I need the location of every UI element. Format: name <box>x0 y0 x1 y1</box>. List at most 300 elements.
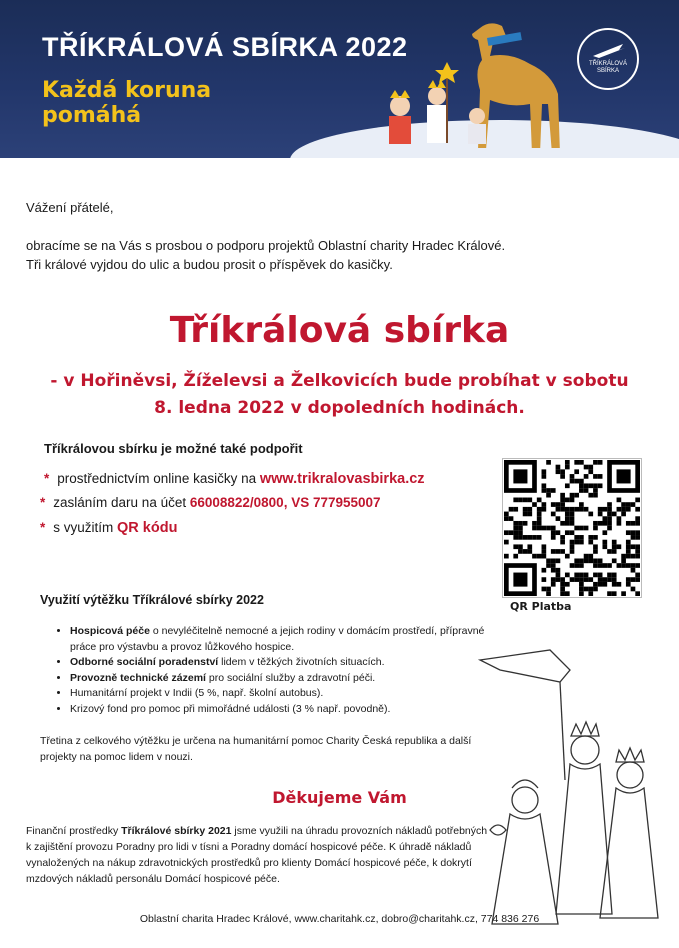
qr-module <box>588 540 593 545</box>
qr-module <box>565 483 570 488</box>
qr-module <box>556 469 561 474</box>
qr-module <box>513 507 518 512</box>
qr-module <box>635 521 640 526</box>
qr-module <box>635 591 640 596</box>
qr-module <box>565 573 570 578</box>
qr-module <box>542 507 547 512</box>
qr-module <box>570 530 575 535</box>
qr-module <box>598 460 603 465</box>
qr-module <box>635 563 640 568</box>
qr-module <box>579 591 584 596</box>
qr-module <box>560 577 565 582</box>
qr-module <box>551 549 556 554</box>
qr-module <box>621 591 626 596</box>
banner-slogan: Každá koruna pomáhá <box>42 78 212 128</box>
qr-module <box>612 573 617 578</box>
qr-module <box>542 577 547 582</box>
three-kings-line-art <box>470 640 670 940</box>
qr-module <box>584 573 589 578</box>
qr-module <box>617 516 622 521</box>
qr-module <box>565 465 570 470</box>
qr-module <box>532 535 537 540</box>
qr-module <box>588 465 593 470</box>
qr-module <box>579 573 584 578</box>
qr-module <box>612 591 617 596</box>
qr-module <box>513 530 518 535</box>
qr-module <box>556 530 561 535</box>
list-item-text: pro sociální služby a zdravotní péči. <box>205 671 376 684</box>
qr-module <box>560 582 565 587</box>
qr-module <box>523 512 528 517</box>
qr-module <box>560 469 565 474</box>
qr-module <box>584 558 589 563</box>
qr-module <box>518 549 523 554</box>
qr-module <box>542 488 547 493</box>
qr-module <box>551 512 556 517</box>
qr-module <box>626 507 631 512</box>
qr-module <box>570 479 575 484</box>
qr-module <box>593 493 598 498</box>
qr-module <box>556 502 561 507</box>
qr-module <box>579 502 584 507</box>
qr-module <box>546 526 551 531</box>
charity-logo <box>577 28 639 90</box>
list-item <box>70 655 510 671</box>
qr-module <box>570 498 575 503</box>
usage-heading: Využití výtěžku Tříkrálové sbírky 2022 <box>40 593 264 607</box>
qr-module <box>593 587 598 592</box>
qr-module <box>579 577 584 582</box>
qr-module <box>551 582 556 587</box>
qr-module <box>593 460 598 465</box>
qr-module <box>560 535 565 540</box>
greeting: Vážení přátelé, <box>26 200 114 215</box>
qr-module <box>602 582 607 587</box>
qr-module <box>631 502 636 507</box>
qr-module <box>565 507 570 512</box>
qr-module <box>602 507 607 512</box>
qr-label: QR Platba <box>510 600 572 613</box>
qr-module <box>598 582 603 587</box>
qr-module <box>598 573 603 578</box>
qr-module <box>518 526 523 531</box>
qr-module <box>626 544 631 549</box>
qr-module <box>574 573 579 578</box>
qr-module <box>579 526 584 531</box>
qr-module <box>579 558 584 563</box>
qr-module <box>579 507 584 512</box>
qr-module <box>626 554 631 559</box>
qr-module <box>556 549 561 554</box>
qr-module <box>556 516 561 521</box>
qr-module <box>570 563 575 568</box>
qr-module <box>626 521 631 526</box>
list-item-text: lidem v těžkých životních situacích. <box>218 656 385 668</box>
qr-module <box>504 530 509 535</box>
qr-module <box>574 558 579 563</box>
qr-module <box>579 587 584 592</box>
qr-module <box>631 577 636 582</box>
qr-module <box>607 563 612 568</box>
qr-module <box>579 488 584 493</box>
qr-module <box>598 521 603 526</box>
qr-module <box>513 498 518 503</box>
usage-list <box>56 624 510 717</box>
qr-module <box>513 521 518 526</box>
qr-module <box>602 563 607 568</box>
qr-module <box>546 591 551 596</box>
qr-module <box>635 516 640 521</box>
qr-module <box>570 544 575 549</box>
qr-module <box>588 577 593 582</box>
qr-module <box>565 530 570 535</box>
qr-module <box>570 474 575 479</box>
qr-module <box>570 512 575 517</box>
qr-module <box>607 512 612 517</box>
qr-module <box>579 582 584 587</box>
asterisk-icon: * <box>44 471 50 486</box>
qr-module <box>556 573 561 578</box>
qr-module <box>588 587 593 592</box>
qr-module <box>537 507 542 512</box>
qr-module <box>560 540 565 545</box>
qr-module <box>626 582 631 587</box>
qr-module <box>584 474 589 479</box>
qr-module <box>532 502 537 507</box>
qr-module <box>617 544 622 549</box>
qr-module <box>612 577 617 582</box>
qr-module <box>584 488 589 493</box>
qr-module <box>523 521 528 526</box>
qr-module <box>556 465 561 470</box>
qr-module <box>631 554 636 559</box>
qr-module <box>527 544 532 549</box>
qr-module <box>551 502 556 507</box>
qr-module <box>574 526 579 531</box>
qr-module <box>546 460 551 465</box>
qr-module <box>574 479 579 484</box>
qr-module <box>598 507 603 512</box>
qr-module <box>513 573 527 587</box>
qr-module <box>631 587 636 592</box>
qr-module <box>537 516 542 521</box>
qr-module <box>504 540 509 545</box>
qr-module <box>579 535 584 540</box>
qr-module <box>565 460 570 465</box>
qr-module <box>593 544 598 549</box>
qr-module <box>631 544 636 549</box>
qr-module <box>612 558 617 563</box>
bank-account: 66008822/0800, VS 777955007 <box>189 495 381 510</box>
qr-module <box>602 577 607 582</box>
qr-module <box>588 512 593 517</box>
qr-module <box>635 530 640 535</box>
qr-module <box>598 483 603 488</box>
page-title: Tříkrálová sbírka <box>169 310 510 351</box>
qr-module <box>617 521 622 526</box>
support-item-account <box>40 494 381 512</box>
qr-module <box>565 498 570 503</box>
qr-module <box>551 568 556 573</box>
qr-module <box>626 563 631 568</box>
qr-module <box>542 526 547 531</box>
support-item-text: zasláním daru na účet <box>53 495 190 510</box>
qr-module <box>546 587 551 592</box>
list-item-text: Krizový fond pro pomoc při mimořádné události (3 % např. povodně). <box>70 702 391 715</box>
qr-module <box>584 554 589 559</box>
qr-module <box>579 483 584 488</box>
qr-module <box>588 469 593 474</box>
funds-paragraph <box>26 823 488 887</box>
qr-module <box>574 469 579 474</box>
qr-module <box>532 526 537 531</box>
qr-module <box>635 498 640 503</box>
funds-text: Finanční prostředky <box>26 825 122 837</box>
qr-module <box>542 587 547 592</box>
qr-module <box>588 558 593 563</box>
qr-module <box>593 474 598 479</box>
qr-module <box>617 469 631 483</box>
qr-module <box>518 530 523 535</box>
qr-module <box>579 540 584 545</box>
qr-module <box>584 587 589 592</box>
qr-module <box>546 558 551 563</box>
qr-module <box>546 563 551 568</box>
qr-module <box>542 469 547 474</box>
qr-module <box>602 530 607 535</box>
qr-module <box>527 549 532 554</box>
qr-module <box>593 582 598 587</box>
qr-module <box>593 526 598 531</box>
qr-module <box>542 502 547 507</box>
qr-module <box>551 535 556 540</box>
qr-module <box>551 488 556 493</box>
qr-module <box>602 540 607 545</box>
qr-module <box>598 474 603 479</box>
list-item-text: Humanitární projekt v Indii (5 %, např. školní autobus). <box>70 687 324 699</box>
qr-module <box>602 516 607 521</box>
qr-module <box>565 582 570 587</box>
asterisk-icon: * <box>40 520 46 535</box>
qr-module <box>570 507 575 512</box>
qr-module <box>504 516 509 521</box>
qr-module <box>551 530 556 535</box>
qr-module <box>593 535 598 540</box>
qr-module <box>513 554 518 559</box>
qr-module <box>626 530 631 535</box>
qr-module <box>574 577 579 582</box>
qr-module <box>560 587 565 592</box>
asterisk-icon: * <box>40 495 46 510</box>
thanks-heading: Děkujeme Vám <box>272 788 407 807</box>
qr-module <box>626 502 631 507</box>
qr-module <box>574 540 579 545</box>
qr-module <box>560 591 565 596</box>
qr-module <box>635 573 640 578</box>
list-item <box>70 624 510 655</box>
list-item-bold: Hospicová péče <box>70 625 150 637</box>
qr-module <box>631 563 636 568</box>
qr-module <box>513 544 518 549</box>
qr-module <box>565 512 570 517</box>
qr-module <box>518 521 523 526</box>
qr-module <box>588 483 593 488</box>
qr-module <box>631 530 636 535</box>
qr-module <box>593 521 598 526</box>
qr-module <box>598 563 603 568</box>
qr-module <box>593 573 598 578</box>
qr-module <box>617 582 622 587</box>
qr-module <box>635 549 640 554</box>
qr-module <box>556 568 561 573</box>
qr-module <box>598 577 603 582</box>
qr-module <box>579 563 584 568</box>
footer-contact: Oblastní charita Hradec Králové, www.charitahk.cz, dobro@charitahk.cz, 774 836 276 <box>139 913 540 925</box>
qr-module <box>560 474 565 479</box>
qr-module <box>635 577 640 582</box>
qr-module <box>607 516 612 521</box>
qr-module <box>607 502 612 507</box>
qr-module <box>560 521 565 526</box>
qr-module <box>612 512 617 517</box>
qr-module <box>537 498 542 503</box>
qr-module <box>621 554 626 559</box>
qr-module <box>602 544 607 549</box>
qr-module <box>551 526 556 531</box>
header-banner <box>0 0 679 158</box>
qr-module <box>527 498 532 503</box>
qr-module <box>635 544 640 549</box>
qr-module <box>593 549 598 554</box>
qr-module <box>546 493 551 498</box>
qr-module <box>523 549 528 554</box>
qr-module <box>593 558 598 563</box>
online-donation-link[interactable]: www.trikralovasbirka.cz <box>259 471 425 487</box>
qr-module <box>579 479 584 484</box>
qr-module <box>556 577 561 582</box>
qr-module <box>542 554 547 559</box>
qr-module <box>631 521 636 526</box>
qr-module <box>565 591 570 596</box>
qr-module <box>518 498 523 503</box>
qr-module <box>598 512 603 517</box>
charity-logo-text: TŘÍKRÁLOVÁ SBÍRKA <box>588 61 627 74</box>
qr-module <box>542 549 547 554</box>
qr-module <box>607 521 612 526</box>
qr-module <box>607 591 612 596</box>
qr-module <box>565 516 570 521</box>
qr-module <box>584 526 589 531</box>
qr-module <box>560 498 565 503</box>
qr-module <box>574 507 579 512</box>
qr-module <box>523 535 528 540</box>
qr-module <box>546 488 551 493</box>
qr-module <box>635 507 640 512</box>
qr-module <box>621 512 626 517</box>
qr-module <box>542 483 547 488</box>
qr-module <box>617 507 622 512</box>
qr-module <box>504 512 509 517</box>
qr-module <box>560 493 565 498</box>
qr-module <box>621 563 626 568</box>
qr-module <box>579 460 584 465</box>
qr-module <box>556 558 561 563</box>
qr-module <box>617 498 622 503</box>
qr-module <box>574 563 579 568</box>
three-kings-camel-illustration <box>375 18 585 148</box>
qr-module <box>542 568 547 573</box>
qr-module <box>523 498 528 503</box>
list-item <box>70 671 510 687</box>
qr-module <box>523 507 528 512</box>
qr-module <box>527 507 532 512</box>
qr-module <box>612 582 617 587</box>
qr-module <box>607 507 612 512</box>
funds-text: jsme využili na úhradu provozních nákladů potřebných k zajištění provozu Poradny pro lidi v tísni a Poradny domácí hospicové péče. K úhradě nákladů vynaložených na nákup zdravotnických prostředků pro klienty Domácí hospicové péče, k dokrytí mzdových nákladů personálu Domácí hospicové péče. <box>26 825 488 885</box>
qr-module <box>588 554 593 559</box>
qr-module <box>518 535 523 540</box>
support-item-qr <box>40 519 177 537</box>
qr-module <box>607 549 612 554</box>
qr-module <box>621 558 626 563</box>
qr-module <box>598 558 603 563</box>
funds-bold: Tříkrálové sbírky 2021 <box>121 825 232 837</box>
qr-module <box>617 563 622 568</box>
qr-module <box>551 563 556 568</box>
banner-title: TŘÍKRÁLOVÁ SBÍRKA 2022 <box>42 32 408 62</box>
intro-line-1: obracíme se na Vás s prosbou o podporu projektů Oblastní charity Hradec Králové. <box>26 238 506 253</box>
qr-module <box>509 530 514 535</box>
qr-module <box>509 507 514 512</box>
qr-module <box>588 535 593 540</box>
qr-module <box>527 535 532 540</box>
intro-line-2: Tři králové vyjdou do ulic a budou prosit o příspěvek do kasičky. <box>26 257 393 272</box>
qr-module <box>584 507 589 512</box>
qr-module <box>537 521 542 526</box>
qr-module <box>560 549 565 554</box>
qr-module <box>560 507 565 512</box>
support-heading: Tříkrálovou sbírku je možné také podpořit <box>44 441 303 456</box>
qr-payment-code <box>502 458 642 598</box>
qr-module <box>570 549 575 554</box>
list-item-bold: Provozně technické zázemí <box>70 671 206 684</box>
qr-module <box>509 516 514 521</box>
qr-module <box>588 591 593 596</box>
qr-module <box>527 512 532 517</box>
qr-module <box>570 521 575 526</box>
qr-module <box>542 544 547 549</box>
qr-module <box>504 554 509 559</box>
qr-module <box>574 460 579 465</box>
headline-line-2: 8. ledna 2022 v dopoledních hodinách. <box>154 398 525 418</box>
qr-module <box>537 526 542 531</box>
qr-module <box>607 573 612 578</box>
qr-module <box>584 465 589 470</box>
qr-module <box>570 493 575 498</box>
qr-code-mention: QR kódu <box>117 520 178 536</box>
qr-module <box>593 563 598 568</box>
qr-module <box>631 535 636 540</box>
qr-module <box>565 521 570 526</box>
qr-module <box>631 568 636 573</box>
support-item-text: prostřednictvím online kasičky na <box>57 471 260 486</box>
qr-module <box>626 549 631 554</box>
qr-module <box>570 540 575 545</box>
headline-line-1: - v Hořiněvsi, Žíželevsi a Želkovicích bude probíhat v sobotu <box>50 371 629 391</box>
qr-module <box>537 554 542 559</box>
qr-module <box>551 577 556 582</box>
qr-module <box>532 554 537 559</box>
